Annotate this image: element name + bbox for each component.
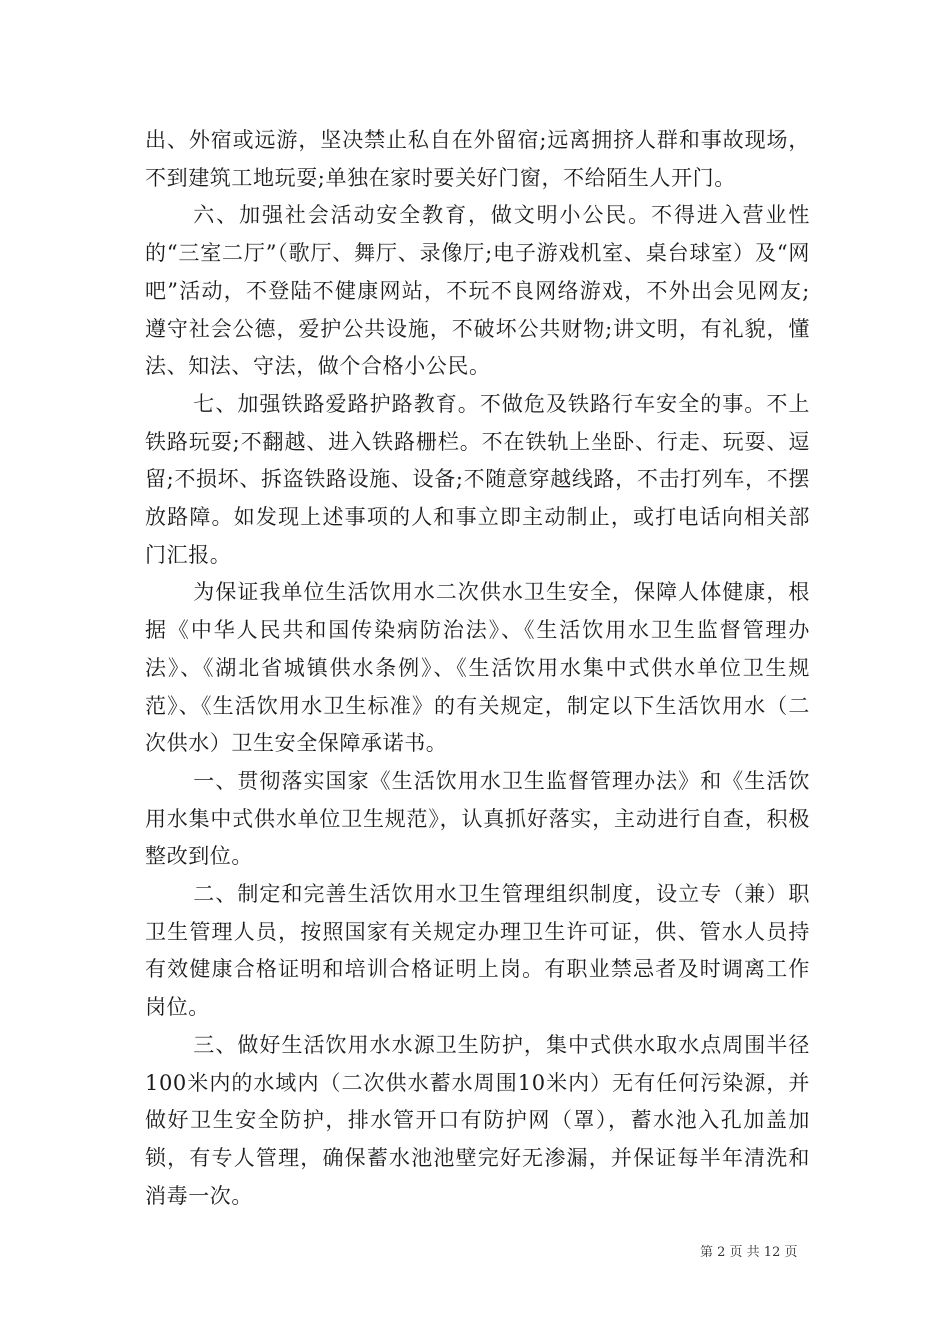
page-footer	[700, 1245, 797, 1261]
document-body	[145, 122, 810, 1215]
paragraph-3: 七、加强铁路爱路护路教育。不做危及铁路行车安全的事。不上铁路玩耍;不翻越、进入铁路栅栏。不在铁轨上坐卧、行走、玩耍、逗留;不损坏、拆盗铁路设施、设备;不随意穿越线路，不击打列车，不摆放路障。如发现上述事项的人和事立即主动制止，或打电话向相关部门汇报。	[145, 391, 810, 567]
paragraph-4: 为保证我单位生活饮用水二次供水卫生安全，保障人体健康，根据《中华人民共和国传染病防治法》、《生活饮用水卫生监督管理办法》、《湖北省城镇供水条例》、《生活饮用水集中式供水单位卫生规范》、《生活饮用水卫生标准》的有关规定，制定以下生活饮用水（二次供水）卫生安全保障承诺书。	[145, 580, 810, 756]
page-number-label: 第 2 页 共 12 页	[700, 1245, 798, 1260]
paragraph-6: 二、制定和完善生活饮用水卫生管理组织制度，设立专（兼）职卫生管理人员，按照国家有关规定办理卫生许可证，供、管水人员持有效健康合格证明和培训合格证明上岗。有职业禁忌者及时调离工作岗位。	[145, 882, 810, 1020]
paragraph-2: 六、加强社会活动安全教育，做文明小公民。不得进入营业性的“三室二厅”（歌厅、舞厅、录像厅;电子游戏机室、桌台球室）及“网吧”活动，不登陆不健康网站，不玩不良网络游戏，不外出会见网友;遵守社会公德，爱护公共设施，不破坏公共财物;讲文明，有礼貌，懂法、知法、守法，做个合格小公民。	[145, 203, 810, 379]
paragraph-1: 出、外宿或远游，坚决禁止私自在外留宿;远离拥挤人群和事故现场，不到建筑工地玩耍;单独在家时要关好门窗，不给陌生人开门。	[145, 128, 810, 190]
paragraph-5: 一、贯彻落实国家《生活饮用水卫生监督管理办法》和《生活饮用水集中式供水单位卫生规范》，认真抓好落实，主动进行自查，积极整改到位。	[145, 768, 810, 869]
paragraph-7: 三、做好生活饮用水水源卫生防护，集中式供水取水点周围半径100米内的水域内（二次供水蓄水周围10米内）无有任何污染源，并做好卫生安全防护，排水管开口有防护网（罩），蓄水池入孔加盖加锁，有专人管理，确保蓄水池池壁完好无渗漏，并保证每半年清洗和消毒一次。	[145, 1032, 810, 1208]
